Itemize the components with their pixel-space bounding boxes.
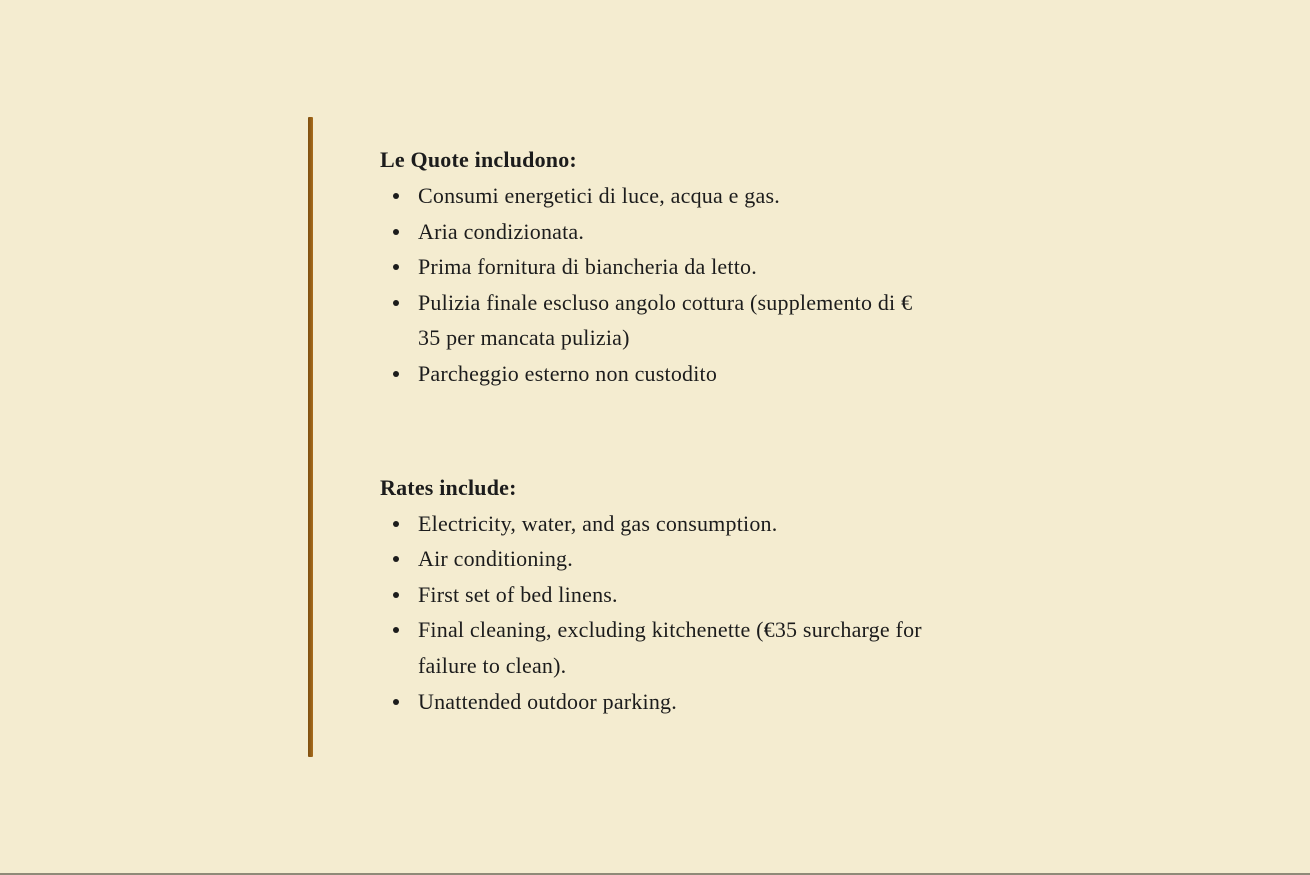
section-title-english: Rates include:	[380, 474, 517, 500]
list-item: Consumi energetici di luce, acqua e gas.	[380, 178, 925, 214]
list-item: Final cleaning, excluding kitchenette (€35 surcharge for failure to clean).	[380, 612, 925, 683]
list-item: Parcheggio esterno non custodito	[380, 356, 925, 392]
list-item: First set of bed linens.	[380, 577, 925, 613]
text-content-block	[380, 142, 960, 719]
list-item: Unattended outdoor parking.	[380, 684, 925, 720]
list-item: Prima fornitura di biancheria da letto.	[380, 249, 925, 285]
bullet-list-italian	[380, 178, 960, 392]
list-item: Aria condizionata.	[380, 214, 925, 250]
list-item: Pulizia finale escluso angolo cottura (supplemento di € 35 per mancata pulizia)	[380, 285, 925, 356]
section-title-italian: Le Quote includono:	[380, 147, 577, 172]
section-rates-english	[380, 470, 960, 720]
list-item: Air conditioning.	[380, 541, 925, 577]
vertical-accent-rule	[308, 117, 313, 757]
list-item: Electricity, water, and gas consumption.	[380, 506, 925, 542]
bullet-list-english	[380, 506, 960, 720]
section-rates-italian	[380, 142, 960, 392]
